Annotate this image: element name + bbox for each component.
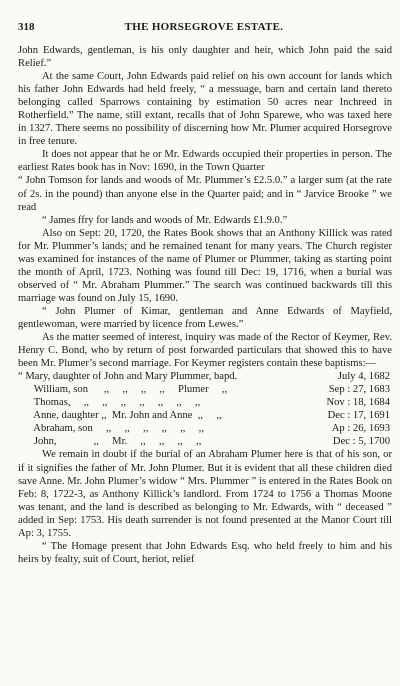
running-head: THE HORSEGROVE ESTATE. <box>124 21 284 33</box>
paragraph-10: “ The Homage present that John Edwards Esq. who held freely to him and his heirs by fealty, suit of Court, heriot, relief <box>18 540 392 565</box>
baptism-date: Ap : 26, 1693 <box>331 423 390 435</box>
paragraph-6: Also on Sept: 20, 1720, the Rates Book shows that an Anthony Killick was rated for Mr. Plummer’s lands; and he remained tenant for many years. The Church register was examined for instances of the name of Plumer or Plummer, taking as starting point the month of April, 1723. Nothing was found till Dec: 19, 1716, when a burial was observed of “ Mr. Abraham Plummer.” The search was continued backwards till this marriage was found on July 15, 1690. <box>18 227 392 304</box>
baptism-list <box>18 370 392 448</box>
baptism-name: Anne, daughter ,, Mr. John and Anne ,, ,, <box>18 410 222 422</box>
baptism-name: William, son ,, ,, ,, ,, Plumer ,, <box>18 384 228 396</box>
paragraph-1: John Edwards, gentleman, is his only daughter and heir, which John paid the said Relief.” <box>18 45 392 70</box>
baptism-date: July 4, 1682 <box>337 371 390 383</box>
baptism-name: John, ,, Mr. ,, ,, ,, ,, <box>18 436 202 448</box>
baptism-name: Thomas, ,, ,, ,, ,, ,, ,, ,, <box>18 397 201 409</box>
baptism-row <box>18 396 392 409</box>
baptism-row <box>18 383 392 396</box>
baptism-row <box>18 435 392 448</box>
paragraph-8: As the matter seemed of interest, inquiry was made of the Rector of Keymer, Rev. Henry C. Bond, who by return of post forwarded particulars that showed this to have been Mr. Plumer’s second marriage. For Keymer registers contain these baptisms:— <box>18 332 392 370</box>
baptism-row <box>18 409 392 422</box>
baptism-date: Sep : 27, 1683 <box>328 384 390 396</box>
paragraph-9: We remain in doubt if the burial of an Abraham Plumer here is that of his son, or if it signifies the father of Mr. John Plumer. But it is evident that all these children died save Anne. Mr. John Plumer’s widow “ Mrs. Plummer ” is entered in the Rates Book on Feb: 8, 1722-3, as Anthony Killick’s landlord. From 1724 to 1756 a Thomas Moone was tenant, and the land is described as belonging to Mr. Edwards, with “ deceased ” added in Sep: 1753. His death surrender is not found presented at the Manor Court till Ap: 3, 1755. <box>18 449 392 539</box>
paragraph-2: At the same Court, John Edwards paid relief on his own account for lands which his father John Edwards had held freely, “ a messuage, barn and certain land thereto belonging called Sparrows containing by estimation 50 acres near Inchreed in Rotherfield.” The name, still extant, recalls that of John Sparewe, who was taxed here in 1327. There seems no possibility of discerning how Mr. Plumer acquired Horsegrove in free tenure. <box>18 71 392 148</box>
paragraph-4: “ John Tomson for lands and woods of Mr. Plummer’s £2.5.0.” a larger sum (at the rate of 2s. in the pound) than anyone else in the Quarter paid; and in “ Jarvice Brooke ” we read <box>18 175 392 213</box>
baptism-date: Nov : 18, 1684 <box>326 397 390 409</box>
paragraph-7: “ John Plumer of Kimar, gentleman and Anne Edwards of Mayfield, gentlewoman, were married by licence from Lewes.” <box>18 305 392 330</box>
baptism-row <box>18 422 392 435</box>
baptism-name: Abraham, son ,, ,, ,, ,, ,, ,, <box>18 423 204 435</box>
baptism-name: “ Mary, daughter of John and Mary Plummer, bapd. <box>18 371 238 383</box>
page-body <box>18 44 392 566</box>
page-number: 318 <box>18 21 35 33</box>
paragraph-5: “ James ffry for lands and woods of Mr. Edwards £1.9.0.” <box>42 214 288 226</box>
baptism-date: Dec : 17, 1691 <box>327 410 390 422</box>
paragraph-3: It does not appear that he or Mr. Edwards occupied their properties in person. The earliest Rates book has in Nov: 1690, in the Town Quarter <box>18 149 392 174</box>
baptism-date: Dec : 5, 1700 <box>332 436 390 448</box>
page-header <box>18 21 390 37</box>
baptism-row <box>18 370 392 383</box>
